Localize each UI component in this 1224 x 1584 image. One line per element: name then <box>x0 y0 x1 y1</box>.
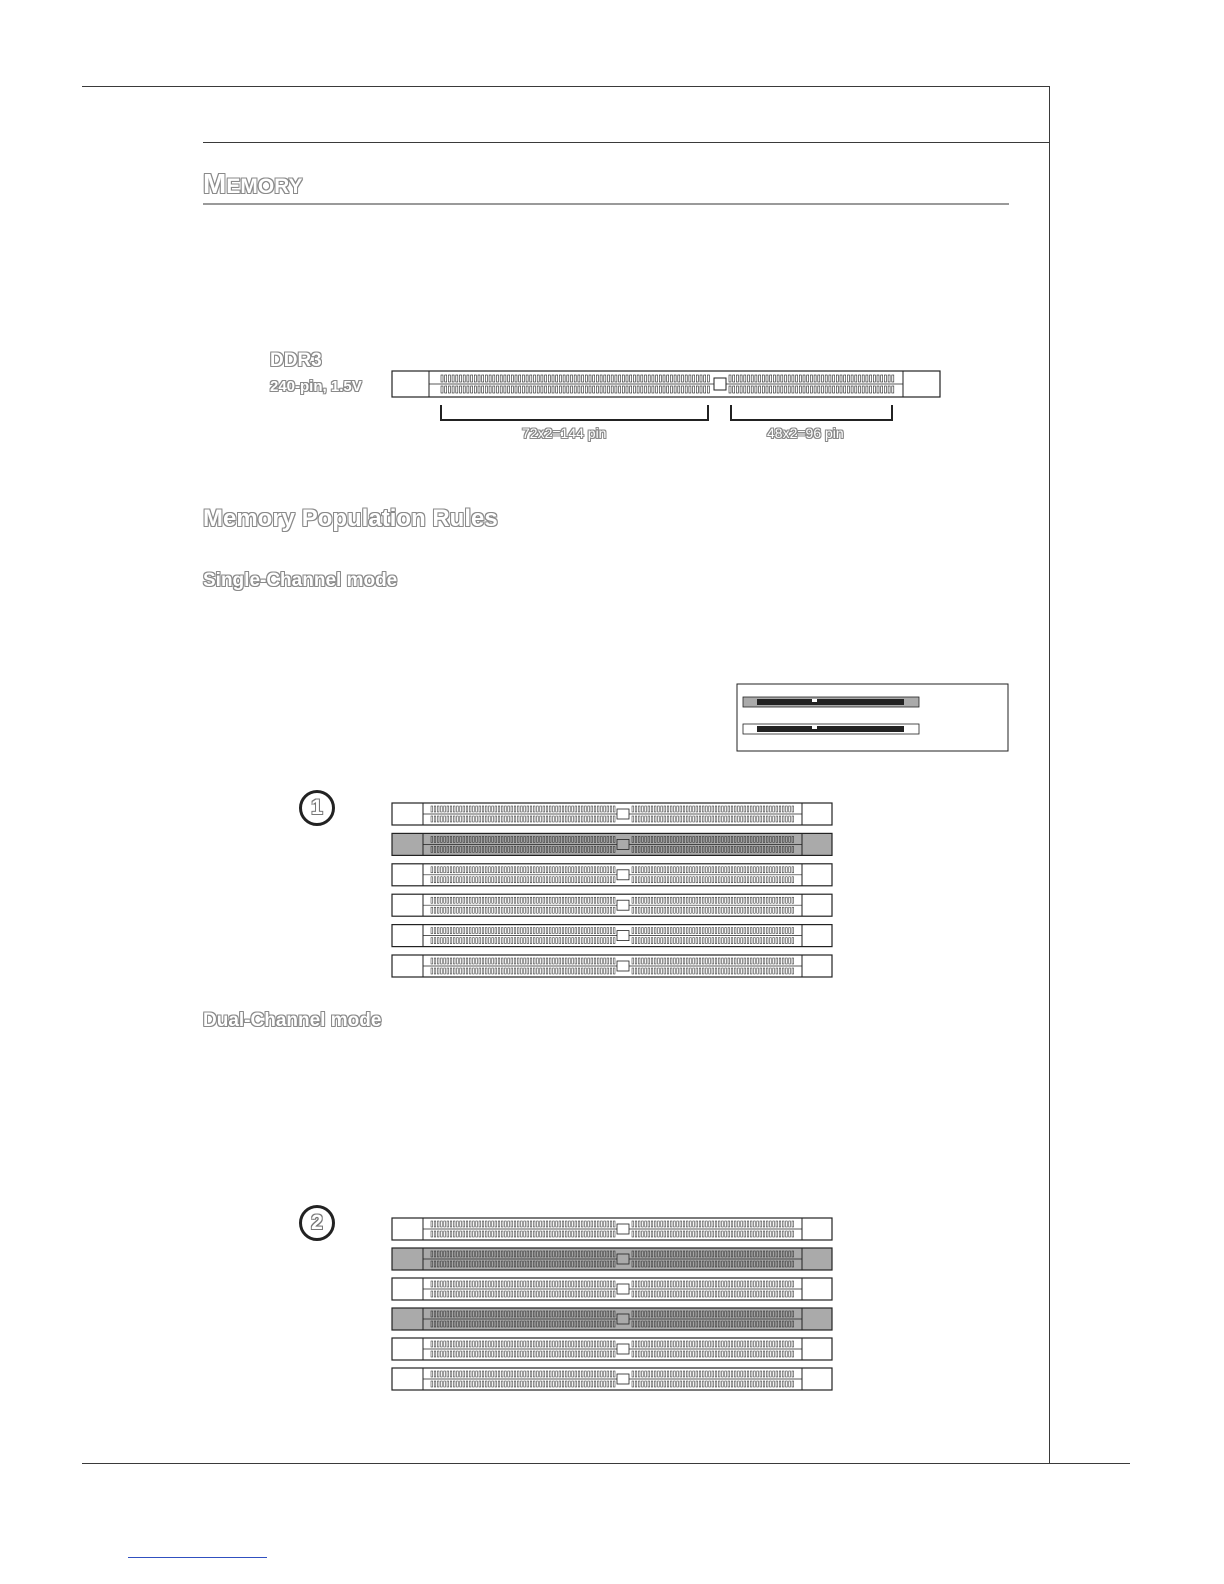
dual-slot-2 <box>392 1248 832 1270</box>
dual-slot-3 <box>392 1278 832 1300</box>
section-title-initial: M <box>203 168 227 199</box>
single-channel-title: Single-Channel mode <box>203 570 398 591</box>
single-slot-1 <box>392 803 832 825</box>
legend-box <box>737 684 1008 751</box>
pin-count-left-label: 72x2=144 pin <box>522 425 607 441</box>
legend-empty <box>743 724 919 734</box>
pin-bracket-right <box>731 405 892 420</box>
pin-count-right-label: 48x2=96 pin <box>767 425 844 441</box>
population-rules-title: Memory Population Rules <box>203 505 498 532</box>
dual-slot-6 <box>392 1368 832 1390</box>
single-slot-6 <box>392 955 832 977</box>
single-channel-slots <box>392 803 832 977</box>
pin-bracket-left <box>441 405 708 420</box>
single-slot-2 <box>392 833 832 855</box>
ddr3-spec: 240-pin, 1.5V <box>270 378 362 395</box>
single-slot-3 <box>392 864 832 886</box>
ddr3-label: DDR3 <box>270 350 322 371</box>
dual-slot-5 <box>392 1338 832 1360</box>
dual-slot-1 <box>392 1218 832 1240</box>
section-title-rest: EMORY <box>226 175 303 198</box>
dual-channel-title: Dual-Channel mode <box>203 1010 382 1031</box>
dual-slot-4 <box>392 1308 832 1330</box>
single-slot-5 <box>392 925 832 947</box>
single-slot-4 <box>392 894 832 916</box>
step-number-dual: 2 <box>311 1211 323 1234</box>
legend-installed <box>743 697 919 707</box>
step-number-single: 1 <box>311 796 323 819</box>
dual-channel-slots <box>392 1218 832 1390</box>
ddr3-slot-diagram <box>392 371 940 420</box>
